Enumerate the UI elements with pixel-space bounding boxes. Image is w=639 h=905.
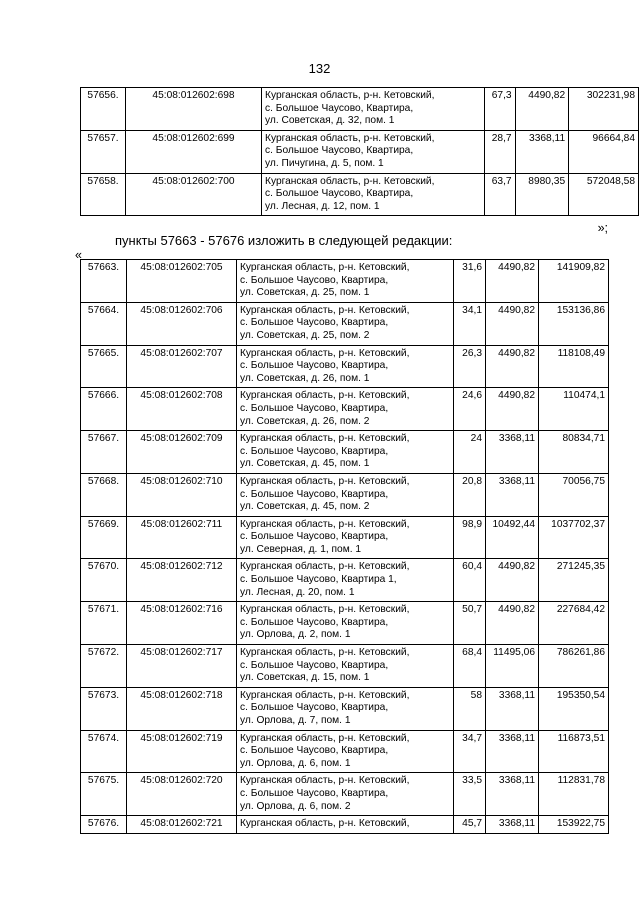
cadastral-number-cell: 45:08:012602:712	[127, 559, 237, 602]
row-number-cell: 57673.	[81, 687, 127, 730]
address-line: Курганская область, р-н. Кетовский,	[240, 689, 410, 701]
property-table-continued	[80, 87, 639, 216]
address-cell	[237, 816, 454, 834]
address-line: Курганская область, р-н. Кетовский,	[240, 732, 410, 744]
table-row	[81, 602, 609, 645]
address-line: с. Большое Чаусово, Квартира,	[240, 616, 389, 628]
address-cell	[237, 730, 454, 773]
table-body	[81, 88, 639, 216]
cadastral-number-cell: 45:08:012602:708	[127, 388, 237, 431]
area-cell: 34,1	[454, 302, 486, 345]
address-line: ул. Советская, д. 26, пом. 2	[240, 415, 370, 427]
total-value-cell: 110474,1	[539, 388, 609, 431]
address-line: ул. Пичугина, д. 5, пом. 1	[265, 157, 384, 169]
price-per-unit-cell: 3368,11	[486, 730, 539, 773]
table-row	[81, 773, 609, 816]
price-per-unit-cell: 3368,11	[486, 687, 539, 730]
closing-quote: »;	[597, 221, 608, 235]
price-per-unit-cell: 10492,44	[486, 516, 539, 559]
address-line: Курганская область, р-н. Кетовский,	[240, 775, 410, 787]
price-per-unit-cell: 3368,11	[486, 473, 539, 516]
page-number: 132	[308, 61, 331, 76]
address-line: с. Большое Чаусово, Квартира 1,	[240, 574, 397, 586]
row-number-cell: 57667.	[81, 431, 127, 474]
address-line: с. Большое Чаусово, Квартира,	[240, 402, 389, 414]
address-line: с. Большое Чаусово, Квартира,	[240, 360, 389, 372]
price-per-unit-cell: 3368,11	[515, 130, 569, 173]
address-line: с. Большое Чаусово, Квартира,	[265, 145, 414, 157]
row-number-cell: 57663.	[81, 260, 127, 303]
area-cell: 24	[454, 431, 486, 474]
table-row	[81, 687, 609, 730]
address-line: с. Большое Чаусово, Квартира,	[240, 488, 389, 500]
table-row	[81, 260, 609, 303]
total-value-cell: 195350,54	[539, 687, 609, 730]
cadastral-number-cell: 45:08:012602:707	[127, 345, 237, 388]
price-per-unit-cell: 11495,06	[486, 645, 539, 688]
row-number-cell: 57656.	[81, 88, 126, 131]
address-line: Курганская область, р-н. Кетовский,	[240, 262, 410, 273]
address-line: Курганская область, р-н. Кетовский,	[240, 390, 410, 402]
address-line: Курганская область, р-н. Кетовский,	[265, 175, 435, 187]
address-line: Курганская область, р-н. Кетовский,	[240, 561, 410, 573]
area-cell: 60,4	[454, 559, 486, 602]
address-line: ул. Советская, д. 25, пом. 1	[240, 287, 370, 299]
area-cell: 26,3	[454, 345, 486, 388]
address-cell	[237, 602, 454, 645]
total-value-cell: 572048,58	[569, 173, 639, 216]
address-line: ул. Советская, д. 45, пом. 2	[240, 501, 370, 513]
table-row	[81, 130, 639, 173]
address-line: с. Большое Чаусово, Квартира,	[240, 787, 389, 799]
cadastral-number-cell: 45:08:012602:720	[127, 773, 237, 816]
table-row	[81, 388, 609, 431]
address-cell	[262, 88, 485, 131]
area-cell: 24,6	[454, 388, 486, 431]
total-value-cell: 70056,75	[539, 473, 609, 516]
address-line: ул. Орлова, д. 6, пом. 2	[240, 800, 351, 812]
total-value-cell: 153136,86	[539, 302, 609, 345]
price-per-unit-cell: 4490,82	[486, 345, 539, 388]
total-value-cell: 141909,82	[539, 260, 609, 303]
total-value-cell: 116873,51	[539, 730, 609, 773]
row-number-cell: 57657.	[81, 130, 126, 173]
row-number-cell: 57668.	[81, 473, 127, 516]
cadastral-number-cell: 45:08:012602:711	[127, 516, 237, 559]
price-per-unit-cell: 4490,82	[486, 602, 539, 645]
area-cell: 45,7	[454, 816, 486, 834]
cadastral-number-cell: 45:08:012602:706	[127, 302, 237, 345]
row-number-cell: 57664.	[81, 302, 127, 345]
table-row	[81, 516, 609, 559]
amendment-instruction: пункты 57663 - 57676 изложить в следующей редакции:	[115, 233, 453, 248]
total-value-cell: 80834,71	[539, 431, 609, 474]
row-number-cell: 57674.	[81, 730, 127, 773]
cadastral-number-cell: 45:08:012602:698	[125, 88, 261, 131]
address-cell	[237, 687, 454, 730]
address-cell	[237, 431, 454, 474]
cadastral-number-cell: 45:08:012602:709	[127, 431, 237, 474]
cadastral-number-cell: 45:08:012602:717	[127, 645, 237, 688]
table-row	[81, 645, 609, 688]
address-cell	[237, 559, 454, 602]
row-number-cell: 57669.	[81, 516, 127, 559]
table-row	[81, 473, 609, 516]
total-value-cell: 118108,49	[539, 345, 609, 388]
area-cell: 67,3	[485, 88, 515, 131]
address-line: ул. Советская, д. 25, пом. 2	[240, 329, 370, 341]
table-row	[81, 730, 609, 773]
price-per-unit-cell: 3368,11	[486, 816, 539, 834]
row-number-cell: 57670.	[81, 559, 127, 602]
total-value-cell: 302231,98	[569, 88, 639, 131]
cadastral-number-cell: 45:08:012602:721	[127, 816, 237, 834]
address-line: Курганская область, р-н. Кетовский,	[240, 433, 410, 445]
address-cell	[237, 302, 454, 345]
address-cell	[237, 645, 454, 688]
address-line: ул. Лесная, д. 20, пом. 1	[240, 586, 355, 598]
price-per-unit-cell: 3368,11	[486, 773, 539, 816]
price-per-unit-cell: 4490,82	[486, 260, 539, 303]
total-value-cell: 1037702,37	[539, 516, 609, 559]
cadastral-number-cell: 45:08:012602:705	[127, 260, 237, 303]
address-line: Курганская область, р-н. Кетовский,	[240, 818, 410, 830]
row-number-cell: 57671.	[81, 602, 127, 645]
address-line: с. Большое Чаусово, Квартира,	[240, 445, 389, 457]
address-cell	[237, 345, 454, 388]
price-per-unit-cell: 8980,35	[515, 173, 569, 216]
address-line: с. Большое Чаусово, Квартира,	[240, 274, 389, 286]
property-table-amended	[80, 259, 609, 834]
address-cell	[237, 516, 454, 559]
address-line: ул. Орлова, д. 6, пом. 1	[240, 757, 351, 769]
address-line: Курганская область, р-н. Кетовский,	[240, 304, 410, 316]
address-line: ул. Советская, д. 26, пом. 1	[240, 372, 370, 384]
area-cell: 31,6	[454, 260, 486, 303]
total-value-cell: 153922,75	[539, 816, 609, 834]
address-line: ул. Советская, д. 15, пом. 1	[240, 672, 370, 684]
area-cell: 28,7	[485, 130, 515, 173]
total-value-cell: 271245,35	[539, 559, 609, 602]
cadastral-number-cell: 45:08:012602:718	[127, 687, 237, 730]
address-line: Курганская область, р-н. Кетовский,	[240, 604, 410, 616]
address-line: с. Большое Чаусово, Квартира,	[240, 745, 389, 757]
address-cell	[237, 773, 454, 816]
address-line: Курганская область, р-н. Кетовский,	[240, 347, 410, 359]
address-line: ул. Советская, д. 32, пом. 1	[265, 115, 395, 127]
address-line: с. Большое Чаусово, Квартира,	[240, 659, 389, 671]
price-per-unit-cell: 4490,82	[486, 388, 539, 431]
area-cell: 68,4	[454, 645, 486, 688]
table-row	[81, 431, 609, 474]
total-value-cell: 227684,42	[539, 602, 609, 645]
table-row	[81, 816, 609, 834]
address-line: Курганская область, р-н. Кетовский,	[240, 518, 410, 530]
table-row	[81, 88, 639, 131]
address-line: Курганская область, р-н. Кетовский,	[265, 132, 435, 144]
area-cell: 34,7	[454, 730, 486, 773]
total-value-cell: 96664,84	[569, 130, 639, 173]
cadastral-number-cell: 45:08:012602:719	[127, 730, 237, 773]
row-number-cell: 57672.	[81, 645, 127, 688]
table-row	[81, 559, 609, 602]
area-cell: 58	[454, 687, 486, 730]
address-cell	[237, 473, 454, 516]
total-value-cell: 786261,86	[539, 645, 609, 688]
cadastral-number-cell: 45:08:012602:700	[125, 173, 261, 216]
address-line: с. Большое Чаусово, Квартира,	[240, 531, 389, 543]
address-cell	[237, 388, 454, 431]
address-line: ул. Орлова, д. 7, пом. 1	[240, 715, 351, 726]
address-cell	[262, 173, 485, 216]
area-cell: 98,9	[454, 516, 486, 559]
cadastral-number-cell: 45:08:012602:710	[127, 473, 237, 516]
price-per-unit-cell: 4490,82	[486, 559, 539, 602]
area-cell: 50,7	[454, 602, 486, 645]
address-line: с. Большое Чаусово, Квартира,	[240, 317, 389, 329]
address-line: с. Большое Чаусово, Квартира,	[265, 102, 414, 114]
area-cell: 33,5	[454, 773, 486, 816]
row-number-cell: 57665.	[81, 345, 127, 388]
address-line: ул. Северная, д. 1, пом. 1	[240, 543, 362, 555]
price-per-unit-cell: 4490,82	[515, 88, 569, 131]
address-line: Курганская область, р-н. Кетовский,	[265, 90, 435, 101]
total-value-cell: 112831,78	[539, 773, 609, 816]
address-line: ул. Лесная, д. 12, пом. 1	[265, 200, 380, 212]
table-body	[81, 260, 609, 834]
address-line: ул. Орлова, д. 2, пом. 1	[240, 629, 351, 641]
row-number-cell: 57675.	[81, 773, 127, 816]
price-per-unit-cell: 4490,82	[486, 302, 539, 345]
price-per-unit-cell: 3368,11	[486, 431, 539, 474]
row-number-cell: 57676.	[81, 816, 127, 834]
table-row	[81, 345, 609, 388]
area-cell: 63,7	[485, 173, 515, 216]
row-number-cell: 57658.	[81, 173, 126, 216]
address-cell	[262, 130, 485, 173]
address-line: ул. Советская, д. 45, пом. 1	[240, 458, 370, 470]
table-row	[81, 302, 609, 345]
address-line: Курганская область, р-н. Кетовский,	[240, 647, 410, 659]
row-number-cell: 57666.	[81, 388, 127, 431]
address-cell	[237, 260, 454, 303]
opening-quote: «	[75, 248, 82, 262]
address-line: Курганская область, р-н. Кетовский,	[240, 475, 410, 487]
table-row	[81, 173, 639, 216]
address-line: с. Большое Чаусово, Квартира,	[265, 188, 414, 200]
cadastral-number-cell: 45:08:012602:699	[125, 130, 261, 173]
address-line: с. Большое Чаусово, Квартира,	[240, 702, 389, 714]
area-cell: 20,8	[454, 473, 486, 516]
cadastral-number-cell: 45:08:012602:716	[127, 602, 237, 645]
